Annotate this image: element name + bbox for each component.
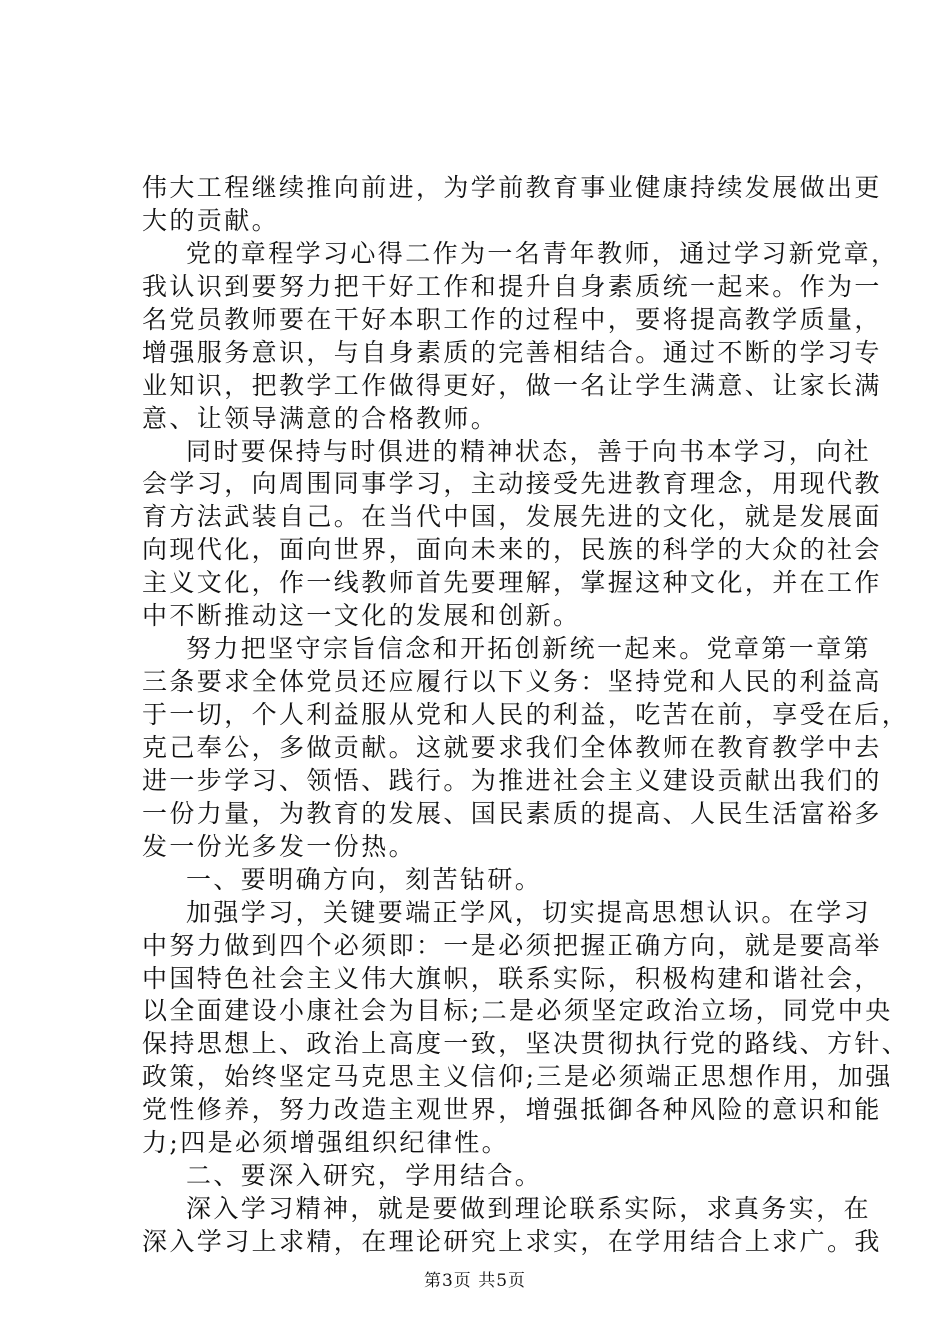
text-line: 我认识到要努力把干好工作和提升自身素质统一起来。作为一	[142, 271, 882, 301]
text-line: 增强服务意识，与自身素质的完善相结合。通过不断的学习专	[142, 337, 882, 367]
page-footer: 第3页 共5页	[423, 1271, 527, 1291]
text-line: 大的贡献。	[142, 205, 280, 235]
text-line: 政策，始终坚定马克思主义信仰;三是必须端正思想作用，加强	[142, 1062, 893, 1092]
body-text	[142, 172, 910, 1259]
text-line: 会学习，向周围同事学习，主动接受先进教育理念，用现代教	[142, 469, 882, 499]
text-line: 发一份光多发一份热。	[142, 831, 417, 861]
text-line: 主义文化，作一线教师首先要理解，掌握这种文化，并在工作	[142, 568, 882, 598]
text-line: 中努力做到四个必须即：一是必须把握正确方向，就是要高举	[142, 930, 882, 960]
text-line: 向现代化，面向世界，面向未来的，民族的科学的大众的社会	[142, 535, 882, 565]
text-line: 力;四是必须增强组织纪律性。	[142, 1128, 510, 1158]
text-line: 一份力量，为教育的发展、国民素质的提高、人民生活富裕多	[142, 798, 882, 828]
text-line: 努力把坚守宗旨信念和开拓创新统一起来。党章第一章第	[186, 634, 872, 664]
text-line: 一、要明确方向，刻苦钻研。	[186, 864, 543, 894]
text-line: 三条要求全体党员还应履行以下义务：坚持党和人民的利益高	[142, 667, 882, 697]
text-line: 深入学习上求精，在理论研究上求实，在学用结合上求广。我	[142, 1227, 882, 1256]
text-line: 保持思想上、政治上高度一致，坚决贯彻执行党的路线、方针、	[142, 1029, 910, 1059]
text-line: 同时要保持与时俱进的精神状态，善于向书本学习，向社	[186, 436, 872, 466]
text-line: 党的章程学习心得二作为一名青年教师，通过学习新党章，	[186, 238, 899, 268]
text-line: 二、要深入研究，学用结合。	[186, 1161, 543, 1191]
text-line: 业知识，把教学工作做得更好，做一名让学生满意、让家长满	[142, 370, 882, 400]
text-line: 中不断推动这一文化的发展和创新。	[142, 601, 581, 631]
text-line: 于一切，个人利益服从党和人民的利益，吃苦在前，享受在后，	[142, 700, 910, 729]
text-line: 意、让领导满意的合格教师。	[142, 403, 499, 433]
text-line: 克己奉公，多做贡献。这就要求我们全体教师在教育教学中去	[142, 732, 882, 762]
text-line: 名党员教师要在干好本职工作的过程中，要将提高教学质量，	[142, 304, 882, 334]
text-line: 育方法武装自己。在当代中国，发展先进的文化，就是发展面	[142, 502, 882, 532]
text-line: 党性修养，努力改造主观世界，增强抵御各种风险的意识和能	[142, 1095, 882, 1125]
text-line: 以全面建设小康社会为目标;二是必须坚定政治立场，同党中央	[142, 996, 893, 1026]
text-line: 伟大工程继续推向前进，为学前教育事业健康持续发展做出更	[142, 173, 882, 202]
text-line: 中国特色社会主义伟大旗帜，联系实际，积极构建和谐社会，	[142, 963, 882, 993]
text-line: 进一步学习、领悟、践行。为推进社会主义建设贡献出我们的	[142, 765, 882, 795]
text-line: 深入学习精神，就是要做到理论联系实际，求真务实，在	[186, 1194, 872, 1224]
text-line: 加强学习，关键要端正学风，切实提高思想认识。在学习	[186, 897, 872, 927]
